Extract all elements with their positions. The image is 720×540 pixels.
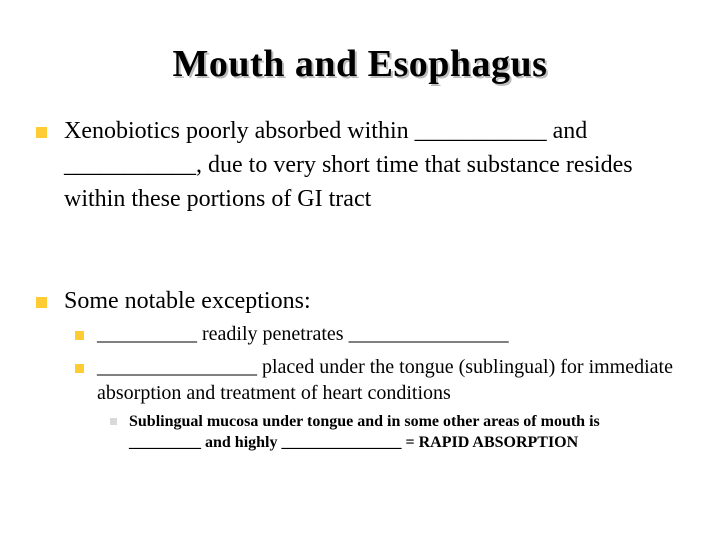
bullet-text-xenobiotics: Xenobiotics poorly absorbed within ___________ and ___________, due to very short time that substance resides within these portions of GI tract [64,118,633,212]
sub-bullet-marker [75,364,84,373]
sub-bullet-text-sublingual: ________________ placed under the tongue (sublingual) for immediate absorption and treatment of heart conditions [97,356,673,404]
bullet-marker [36,127,47,138]
bullet-text-exceptions: Some notable exceptions: [64,288,311,314]
sub-bullet-text-penetrates: __________ readily penetrates ________________ [97,323,509,345]
subsub-bullet-marker [110,418,117,425]
sub-bullet-marker [75,331,84,340]
subsub-bullet-text-mucosa: Sublingual mucosa under tongue and in some other areas of mouth is _________ and highly _______________ = RAPID ABSORPTION [129,413,600,451]
slide-title: Mouth and Esophagus [172,43,548,85]
bullet-marker [36,297,47,308]
